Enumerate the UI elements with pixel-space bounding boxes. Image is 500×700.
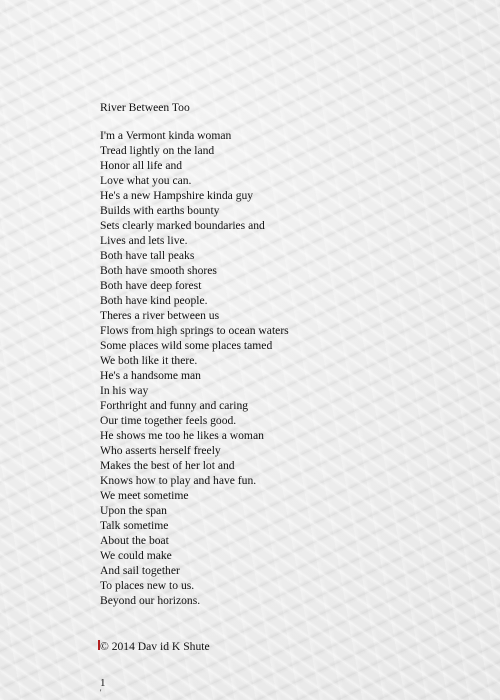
poem-title: River Between Too bbox=[100, 101, 190, 114]
poem-line: And sail together bbox=[100, 564, 180, 577]
text-cursor-mark bbox=[98, 640, 100, 650]
poem-line: Both have tall peaks bbox=[100, 249, 195, 262]
poem-line: He shows me too he likes a woman bbox=[100, 429, 264, 442]
poem-line: Flows from high springs to ocean waters bbox=[100, 324, 289, 337]
poem-line: Who asserts herself freely bbox=[100, 444, 221, 457]
poem-line: Both have smooth shores bbox=[100, 264, 217, 277]
document-page bbox=[100, 100, 460, 697]
poem-line: Makes the best of her lot and bbox=[100, 459, 235, 472]
poem-line: Beyond our horizons. bbox=[100, 594, 201, 607]
poem-line: In his way bbox=[100, 384, 149, 397]
poem-body bbox=[100, 128, 460, 608]
poem-line: Love what you can. bbox=[100, 174, 192, 187]
poem-line: Knows how to play and have fun. bbox=[100, 474, 257, 487]
poem-line: To places new to us. bbox=[100, 579, 195, 592]
poem-line: Both have kind people. bbox=[100, 294, 208, 307]
poem-line: Honor all life and bbox=[100, 159, 183, 172]
poem-line: Forthright and funny and caring bbox=[100, 399, 249, 412]
poem-line: He's a handsome man bbox=[100, 369, 201, 382]
poem-line: Talk sometime bbox=[100, 519, 169, 532]
poem-line: Our time together feels good. bbox=[100, 414, 237, 427]
poem-line: He's a new Hampshire kinda guy bbox=[100, 189, 254, 202]
poem-line: We both like it there. bbox=[100, 354, 198, 367]
poem-line: I'm a Vermont kinda woman bbox=[100, 129, 232, 142]
poem-line: Sets clearly marked boundaries and bbox=[100, 219, 265, 232]
poem-line: We could make bbox=[100, 549, 172, 562]
poem-line: Builds with earths bounty bbox=[100, 204, 220, 217]
poem-line: Both have deep forest bbox=[100, 279, 202, 292]
poem-line: About the boat bbox=[100, 534, 169, 547]
poem-line: Some places wild some places tamed bbox=[100, 339, 273, 352]
poem-line: We meet sometime bbox=[100, 489, 189, 502]
copyright-text: © 2014 Dav id K Shute bbox=[100, 640, 210, 653]
page-tick: ' bbox=[100, 688, 102, 697]
poem-line: Theres a river between us bbox=[100, 309, 220, 322]
copyright-notice bbox=[100, 639, 460, 654]
page-number: 1 bbox=[100, 677, 106, 689]
poem-line: Lives and lets live. bbox=[100, 234, 188, 247]
poem-line: Tread lightly on the land bbox=[100, 144, 215, 157]
poem-line: Upon the span bbox=[100, 504, 167, 517]
